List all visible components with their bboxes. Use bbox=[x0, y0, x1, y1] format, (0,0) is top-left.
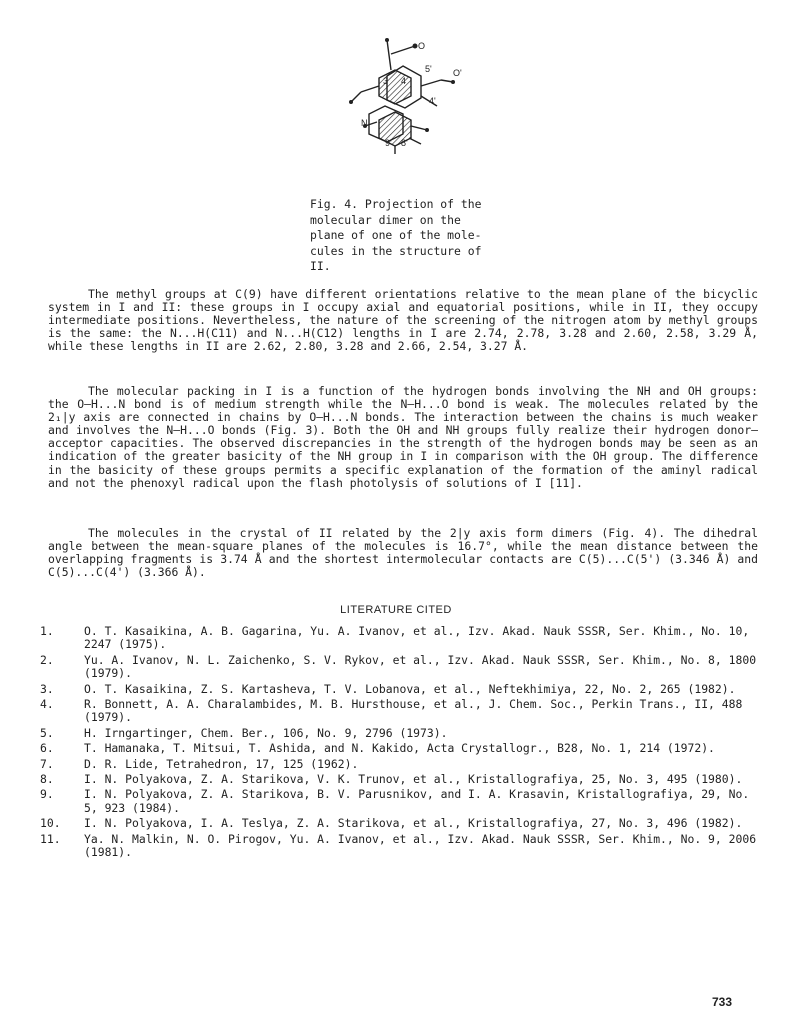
reference-item bbox=[40, 698, 760, 725]
reference-text: T. Hamanaka, T. Mitsui, T. Ashida, and N. Kakido, Acta Crystallogr., B28, No. 1, 214 (1972). bbox=[84, 741, 715, 756]
reference-text: I. N. Polyakova, Z. A. Starikova, V. K. Trunov, et al., Kristallografiya, 25, No. 3, 495 (1980). bbox=[84, 772, 743, 787]
reference-text: H. Irngartinger, Chem. Ber., 106, No. 9, 2796 (1973). bbox=[84, 725, 448, 740]
reference-number: 1. bbox=[40, 624, 54, 638]
reference-item bbox=[40, 654, 760, 681]
label-c4: 4 bbox=[401, 76, 407, 86]
label-c8: 8' bbox=[401, 138, 408, 148]
reference-item bbox=[40, 833, 760, 860]
literature-cited-heading: LITERATURE CITED bbox=[340, 604, 452, 616]
reference-number: 7. bbox=[40, 756, 54, 771]
reference-text: I. N. Polyakova, Z. A. Starikova, B. V. Parusnikov, and I. A. Krasavin, Kristallografiya, 29, No. 5, 923 (1984). bbox=[84, 787, 750, 815]
reference-number: 11. bbox=[40, 831, 61, 846]
label-o-prime: O' bbox=[453, 68, 462, 78]
reference-number: 10. bbox=[40, 816, 61, 831]
paragraph-1 bbox=[48, 288, 758, 353]
paragraph-3 bbox=[48, 527, 758, 579]
reference-number: 3. bbox=[40, 681, 54, 696]
paragraph-text: The methyl groups at C(9) have different orientations relative to the mean plane of the bicyclic system in I and II: these groups in I occupy axial and equatorial positions, while in II, they occupy intermediate positions. Nevertheless, the nature of the screening of the nitrogen atom by methyl groups is the same: the N...H(C11) and N...H(C12) lengths in I are 2.74, 2.78, 3.28 and 2.60, 2.58, 3.29 Å, while these lengths in II are 2.62, 2.80, 3.28 and 2.66, 2.54, 3.27 Å. bbox=[48, 287, 758, 354]
reference-text: D. R. Lide, Tetrahedron, 17, 125 (1962). bbox=[84, 756, 359, 771]
reference-text: O. T. Kasaikina, Z. S. Kartasheva, T. V. Lobanova, et al., Neftekhimiya, 22, No. 2, 265 (1982). bbox=[84, 681, 736, 696]
reference-number: 2. bbox=[40, 652, 54, 667]
reference-item bbox=[40, 727, 760, 740]
label-o: O bbox=[418, 41, 426, 51]
label-n: N bbox=[361, 118, 368, 128]
reference-item bbox=[40, 788, 760, 815]
reference-item bbox=[40, 742, 760, 755]
paragraph-text: The molecular packing in I is a function of the hydrogen bonds involving the NH and OH groups: the O—H...N bond is of medium strength while the N—H...O bond is weak. The molecules related by the 2₁|y axis are connected in chains by O—H...N bonds. The interaction between the chains is much weaker and involves the N—H...O bonds (Fig. 3). Both the OH and NH groups fully realize their hydrogen donor—acceptor capacities. The observed discrepancies in the strength of the hydrogen bonds may be seen as an indication of the greater basicity of the NH group in I in comparison with the OH group. The difference in the basicity of these groups permits a specific explanation of the formation of the aminyl radical and not the phenoxyl radical upon the flash photolysis of solutions of I [11]. bbox=[48, 384, 758, 490]
reference-item bbox=[40, 758, 760, 771]
page-number: 733 bbox=[712, 995, 733, 1009]
label-c3: 3 bbox=[383, 76, 389, 86]
paragraph-2 bbox=[48, 385, 758, 490]
label-c5p: 5' bbox=[425, 64, 432, 74]
reference-number: 9. bbox=[40, 787, 54, 802]
label-c9p: 9' bbox=[385, 138, 392, 148]
reference-number: 8. bbox=[40, 772, 54, 787]
reference-item bbox=[40, 683, 760, 696]
reference-text: R. Bonnett, A. A. Charalambides, M. B. Hursthouse, et al., J. Chem. Soc., Perkin Trans., II, 488 (1979). bbox=[84, 697, 743, 725]
molecular-dimer-figure bbox=[325, 30, 465, 160]
reference-text: Ya. N. Malkin, N. O. Pirogov, Yu. A. Ivanov, et al., Izv. Akad. Nauk SSSR, Ser. Khim., No. 9, 2006 (1981). bbox=[84, 831, 757, 860]
label-c4p: 4' bbox=[429, 96, 436, 106]
reference-text: O. T. Kasaikina, A. B. Gagarina, Yu. A. Ivanov, et al., Izv. Akad. Nauk SSSR, Ser. Khim., No. 10, 2247 (1975). bbox=[84, 624, 750, 652]
figure-caption: Fig. 4. Projection of the molecular dimer on the plane of one of the mole- cules in the structure of II. bbox=[310, 197, 482, 274]
reference-number: 4. bbox=[40, 697, 54, 712]
reference-list bbox=[40, 625, 760, 862]
reference-item bbox=[40, 773, 760, 786]
reference-text: Yu. A. Ivanov, N. L. Zaichenko, S. V. Rykov, et al., Izv. Akad. Nauk SSSR, Ser. Khim., No. 8, 1800 (1979). bbox=[84, 652, 757, 681]
reference-number: 5. bbox=[40, 725, 54, 740]
reference-item bbox=[40, 625, 760, 652]
reference-number: 6. bbox=[40, 741, 54, 756]
paragraph-text: The molecules in the crystal of II related by the 2|y axis form dimers (Fig. 4). The dihedral angle between the mean-square planes of the molecules is 16.7°, while the mean distance between the overlapping fragments is 3.74 Å and the shortest intermolecular contacts are C(5)...C(5') (3.346 Å) and C(5)...C(4') (3.366 Å). bbox=[48, 526, 758, 580]
reference-item bbox=[40, 817, 760, 830]
reference-text: I. N. Polyakova, I. A. Teslya, Z. A. Starikova, et al., Kristallografiya, 27, No. 3, 496 (1982). bbox=[84, 816, 743, 831]
